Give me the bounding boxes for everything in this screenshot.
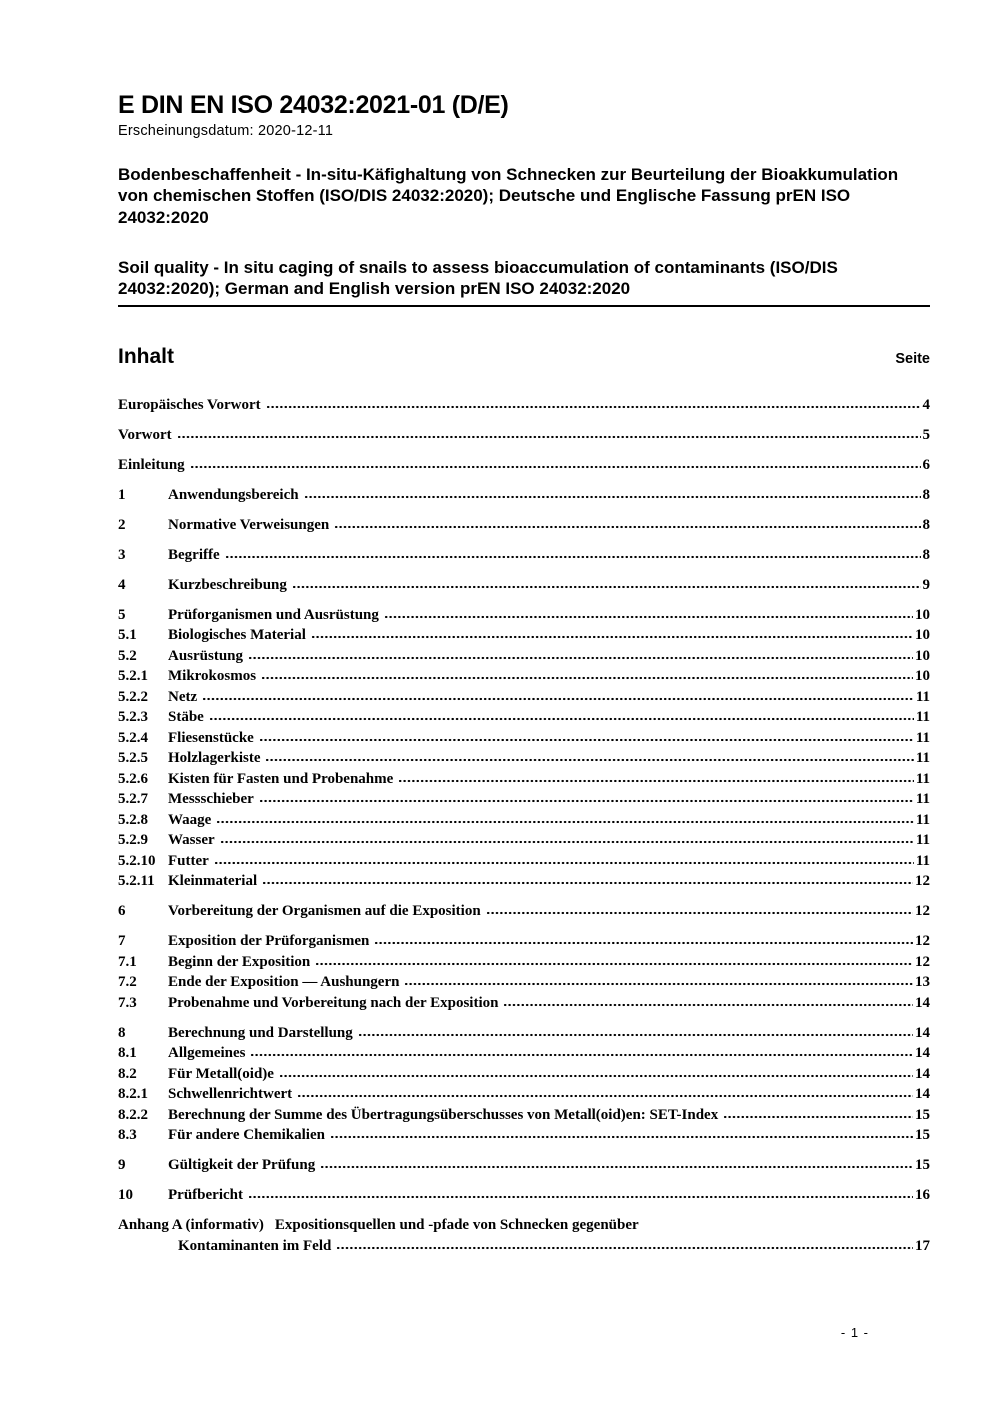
toc-entry-number: 5.2.3: [118, 709, 148, 726]
toc-entry-page: 12: [915, 933, 930, 950]
toc-dot-leader: [259, 729, 914, 742]
toc-dot-leader: [279, 1065, 913, 1078]
toc-entry-page: 14: [915, 994, 930, 1011]
toc-entry-page: 14: [915, 1086, 930, 1103]
toc-entry: [118, 395, 930, 416]
toc-entry-page: 10: [915, 647, 930, 664]
toc-entry-page: 14: [915, 1065, 930, 1082]
toc-entry-number: 8.2.2: [118, 1106, 148, 1123]
toc-entry-page: 5: [922, 426, 930, 443]
toc-entry: [118, 1084, 930, 1105]
toc-dot-leader: [330, 1126, 913, 1139]
toc-entry-page: 11: [915, 811, 930, 828]
toc-entry-title: Europäisches Vorwort: [118, 396, 261, 413]
toc-entry-page: 14: [915, 1045, 930, 1062]
toc-dot-leader: [320, 1156, 913, 1169]
toc-dot-leader: [334, 516, 920, 529]
toc-entry-number: 5.2.11: [118, 873, 155, 890]
toc-entry-number: 7.2: [118, 974, 137, 991]
toc-entry-title: Begriffe: [168, 546, 220, 563]
toc-entry-title: Prüfbericht: [168, 1187, 243, 1204]
page-number-footer: - 1 -: [840, 1325, 869, 1340]
toc-dot-leader: [374, 932, 913, 945]
toc-entry: [118, 575, 930, 596]
toc-entry-page: 8: [922, 546, 930, 563]
toc-entry-page: 11: [915, 791, 930, 808]
toc-entry-page: 15: [915, 1106, 930, 1123]
toc-entry-number: 5.2.10: [118, 852, 156, 869]
toc-entry-title: Berechnung der Summe des Übertragungsüberschusses von Metall(oid)en: SET-Index: [168, 1106, 719, 1123]
toc-entry-title: Beginn der Exposition: [168, 953, 311, 970]
document-page: [118, 0, 930, 1340]
toc-dot-leader: [202, 688, 914, 701]
toc-entry: [118, 625, 930, 646]
toc-entry-title: Ausrüstung: [168, 647, 244, 664]
toc-entry-title: Futter: [168, 852, 209, 869]
toc-entry-title: Anwendungsbereich: [168, 486, 299, 503]
toc-entry-page: 11: [915, 852, 930, 869]
toc-entry-page: 11: [915, 729, 930, 746]
toc-entry-number: 5.2.9: [118, 832, 148, 849]
toc-entry-page: 10: [915, 627, 930, 644]
toc-entry-title: Stäbe: [168, 709, 204, 726]
toc-entry-number: 8.1: [118, 1045, 137, 1062]
toc-entry-title: Allgemeines: [168, 1045, 246, 1062]
toc-entry-page: 6: [922, 456, 930, 473]
toc-entry-page: 13: [915, 974, 930, 991]
toc-entry: [118, 1043, 930, 1064]
toc-entry-title: Ende der Exposition — Aushungern: [168, 974, 400, 991]
toc-entry-number: 10: [118, 1187, 133, 1204]
toc-dot-leader: [261, 667, 913, 680]
toc-dot-leader: [190, 456, 921, 469]
toc-dot-leader: [404, 973, 913, 986]
toc-entry: [118, 810, 930, 831]
toc-dot-leader: [250, 1044, 913, 1057]
toc-header-row: [118, 345, 930, 369]
toc-entry-title: Mikrokosmos: [168, 668, 257, 685]
standard-number: E DIN EN ISO 24032:2021-01 (D/E): [118, 91, 509, 119]
toc-dot-leader: [259, 790, 914, 803]
toc-entry-title: Berechnung und Darstellung: [168, 1024, 353, 1041]
toc-entry-page: 8: [922, 516, 930, 533]
toc-entry-page: 11: [915, 750, 930, 767]
toc-entry-page: 15: [915, 1157, 930, 1174]
toc-entry: [118, 425, 930, 446]
toc-entry: [118, 545, 930, 566]
toc-entry-title: Kisten für Fasten und Probenahme: [168, 770, 394, 787]
toc-entry: [118, 972, 930, 993]
toc-entry-page: 11: [915, 832, 930, 849]
toc-entry-number: 8.3: [118, 1127, 137, 1144]
toc-entry-number: 3: [118, 546, 126, 563]
toc-entry-number: 5.2.8: [118, 811, 148, 828]
toc-dot-leader: [486, 902, 913, 915]
toc-entry-number: 1: [118, 486, 126, 503]
toc-entry-number: 5: [118, 606, 126, 623]
toc-entry-number: 7.1: [118, 953, 137, 970]
toc-entry-number: 5.2: [118, 647, 137, 664]
toc-entry-page: 16: [915, 1187, 930, 1204]
toc-entry-page: 15: [915, 1127, 930, 1144]
toc-entry-title: Für andere Chemikalien: [168, 1127, 325, 1144]
toc-dot-leader: [336, 1237, 913, 1250]
toc-entry-number: 5.2.4: [118, 729, 148, 746]
toc-entry-title: Netz: [168, 688, 198, 705]
annex-page-number: 17: [915, 1237, 930, 1254]
toc-heading: Inhalt: [118, 344, 174, 368]
toc-dot-leader: [248, 1186, 913, 1199]
toc-entry-title: Messschieber: [168, 791, 254, 808]
toc-entry-number: 4: [118, 576, 126, 593]
toc-entry-page: 12: [915, 873, 930, 890]
toc-entry: [118, 830, 930, 851]
toc-dot-leader: [304, 486, 921, 499]
toc-entry-page: 14: [915, 1024, 930, 1041]
toc-entry: [118, 1185, 930, 1206]
toc-entry-title: Einleitung: [118, 456, 185, 473]
toc-dot-leader: [297, 1085, 913, 1098]
toc-entry: [118, 485, 930, 506]
publication-date: Erscheinungsdatum: 2020-12-11: [118, 123, 334, 139]
toc-entry: [118, 515, 930, 536]
toc-entry: [118, 871, 930, 892]
toc-entry-title: Gültigkeit der Prüfung: [168, 1157, 316, 1174]
toc-annex-entry: [118, 1215, 930, 1256]
toc-page-column-label: Seite: [895, 350, 930, 367]
toc-entry-title: Prüforganismen und Ausrüstung: [168, 606, 379, 623]
toc-entry: [118, 707, 930, 728]
toc-dot-leader: [177, 426, 921, 439]
toc-entry: [118, 605, 930, 626]
toc-dot-leader: [209, 708, 914, 721]
toc-entry-page: 11: [915, 709, 930, 726]
toc-entry-title: Schwellenrichtwert: [168, 1086, 293, 1103]
toc-entry: [118, 993, 930, 1014]
toc-dot-leader: [311, 626, 913, 639]
toc-entry-number: 5.2.7: [118, 791, 148, 808]
toc-entry-number: 8: [118, 1024, 126, 1041]
toc-dot-leader: [315, 953, 913, 966]
toc-entry-number: 2: [118, 516, 126, 533]
toc-entry: [118, 646, 930, 667]
toc-entry-number: 5.2.5: [118, 750, 148, 767]
toc-entry: [118, 728, 930, 749]
annex-title-line1: [118, 1215, 930, 1236]
toc-entry-number: 8.2: [118, 1065, 137, 1082]
toc-entry: [118, 769, 930, 790]
toc-entry-title: Fliesenstücke: [168, 729, 254, 746]
toc-entry-number: 7: [118, 933, 126, 950]
toc-entry: [118, 455, 930, 476]
toc-entry-page: 12: [915, 903, 930, 920]
toc-entry-page: 11: [915, 770, 930, 787]
toc-entry: [118, 1105, 930, 1126]
toc-entry: [118, 1155, 930, 1176]
toc-entry-number: 5.1: [118, 627, 137, 644]
toc-entry-title: Kleinmaterial: [168, 873, 258, 890]
toc-entry: [118, 952, 930, 973]
toc-dot-leader: [384, 606, 913, 619]
toc-entry: [118, 789, 930, 810]
annex-title-line2: [178, 1236, 930, 1257]
toc-entry: [118, 1064, 930, 1085]
toc-dot-leader: [216, 811, 913, 824]
toc-entry: [118, 931, 930, 952]
toc-dot-leader: [266, 396, 921, 409]
toc-dot-leader: [503, 994, 913, 1007]
toc-dot-leader: [292, 576, 921, 589]
toc-entry-number: 6: [118, 903, 126, 920]
toc-entry-title: Für Metall(oid)e: [168, 1065, 274, 1082]
toc-entry: [118, 1125, 930, 1146]
toc-entry-title: Wasser: [168, 832, 215, 849]
toc-entry-number: 5.2.1: [118, 668, 148, 685]
annex-title-continuation: Kontaminanten im Feld: [178, 1237, 332, 1254]
annex-title: Expositionsquellen und -pfade von Schnecken gegenüber: [274, 1217, 639, 1234]
toc-dot-leader: [358, 1024, 913, 1037]
toc-entry-number: 5.2.2: [118, 688, 148, 705]
toc-dot-leader: [262, 872, 913, 885]
toc-entry: [118, 687, 930, 708]
toc-entry-page: 9: [922, 576, 930, 593]
toc-dot-leader: [265, 749, 913, 762]
toc-entry-title: Vorbereitung der Organismen auf die Exposition: [168, 903, 481, 920]
toc-entry: [118, 1023, 930, 1044]
toc-entry-title: Probenahme und Vorbereitung nach der Exposition: [168, 994, 499, 1011]
toc-entry-number: 8.2.1: [118, 1086, 148, 1103]
title-german: Bodenbeschaffenheit - In-situ-Käfighaltung von Schnecken zur Beurteilung der Bioakkumulation von chemischen Stoffen (ISO/DIS 24032:2020); Deutsche und Englische Fassung prEN ISO 24032:2020: [118, 165, 899, 227]
toc-entry-page: 4: [922, 396, 930, 413]
toc-entry: [118, 666, 930, 687]
toc-entry-title: Normative Verweisungen: [168, 516, 330, 533]
toc-entry: [118, 748, 930, 769]
annex-label: Anhang A (informativ): [118, 1217, 264, 1234]
toc-entry: [118, 851, 930, 872]
toc-entry-page: 11: [915, 688, 930, 705]
toc-entry-number: 7.3: [118, 994, 137, 1011]
toc-entry-page: 12: [915, 953, 930, 970]
toc-dot-leader: [220, 831, 914, 844]
toc-entry-title: Exposition der Prüforganismen: [168, 933, 370, 950]
toc-entry-title: Biologisches Material: [168, 627, 306, 644]
toc-dot-leader: [398, 770, 914, 783]
toc-entry-title: Kurzbeschreibung: [168, 576, 287, 593]
toc-entry-page: 10: [915, 606, 930, 623]
toc-entry-number: 5.2.6: [118, 770, 148, 787]
toc-entry-page: 8: [922, 486, 930, 503]
toc-dot-leader: [248, 647, 913, 660]
toc-entry-page: 10: [915, 668, 930, 685]
toc-dot-leader: [214, 852, 914, 865]
toc-entry-title: Vorwort: [118, 426, 172, 443]
toc-dot-leader: [225, 546, 921, 559]
table-of-contents: [118, 395, 930, 1206]
toc-entry: [118, 901, 930, 922]
toc-entry-number: 9: [118, 1157, 126, 1174]
toc-dot-leader: [723, 1106, 913, 1119]
toc-entry-title: Holzlagerkiste: [168, 750, 261, 767]
toc-entry-title: Waage: [168, 811, 212, 828]
title-english: Soil quality - In situ caging of snails to assess bioaccumulation of contaminants (ISO/DIS 24032:2020); German and English version prEN ISO 24032:2020: [118, 257, 930, 307]
